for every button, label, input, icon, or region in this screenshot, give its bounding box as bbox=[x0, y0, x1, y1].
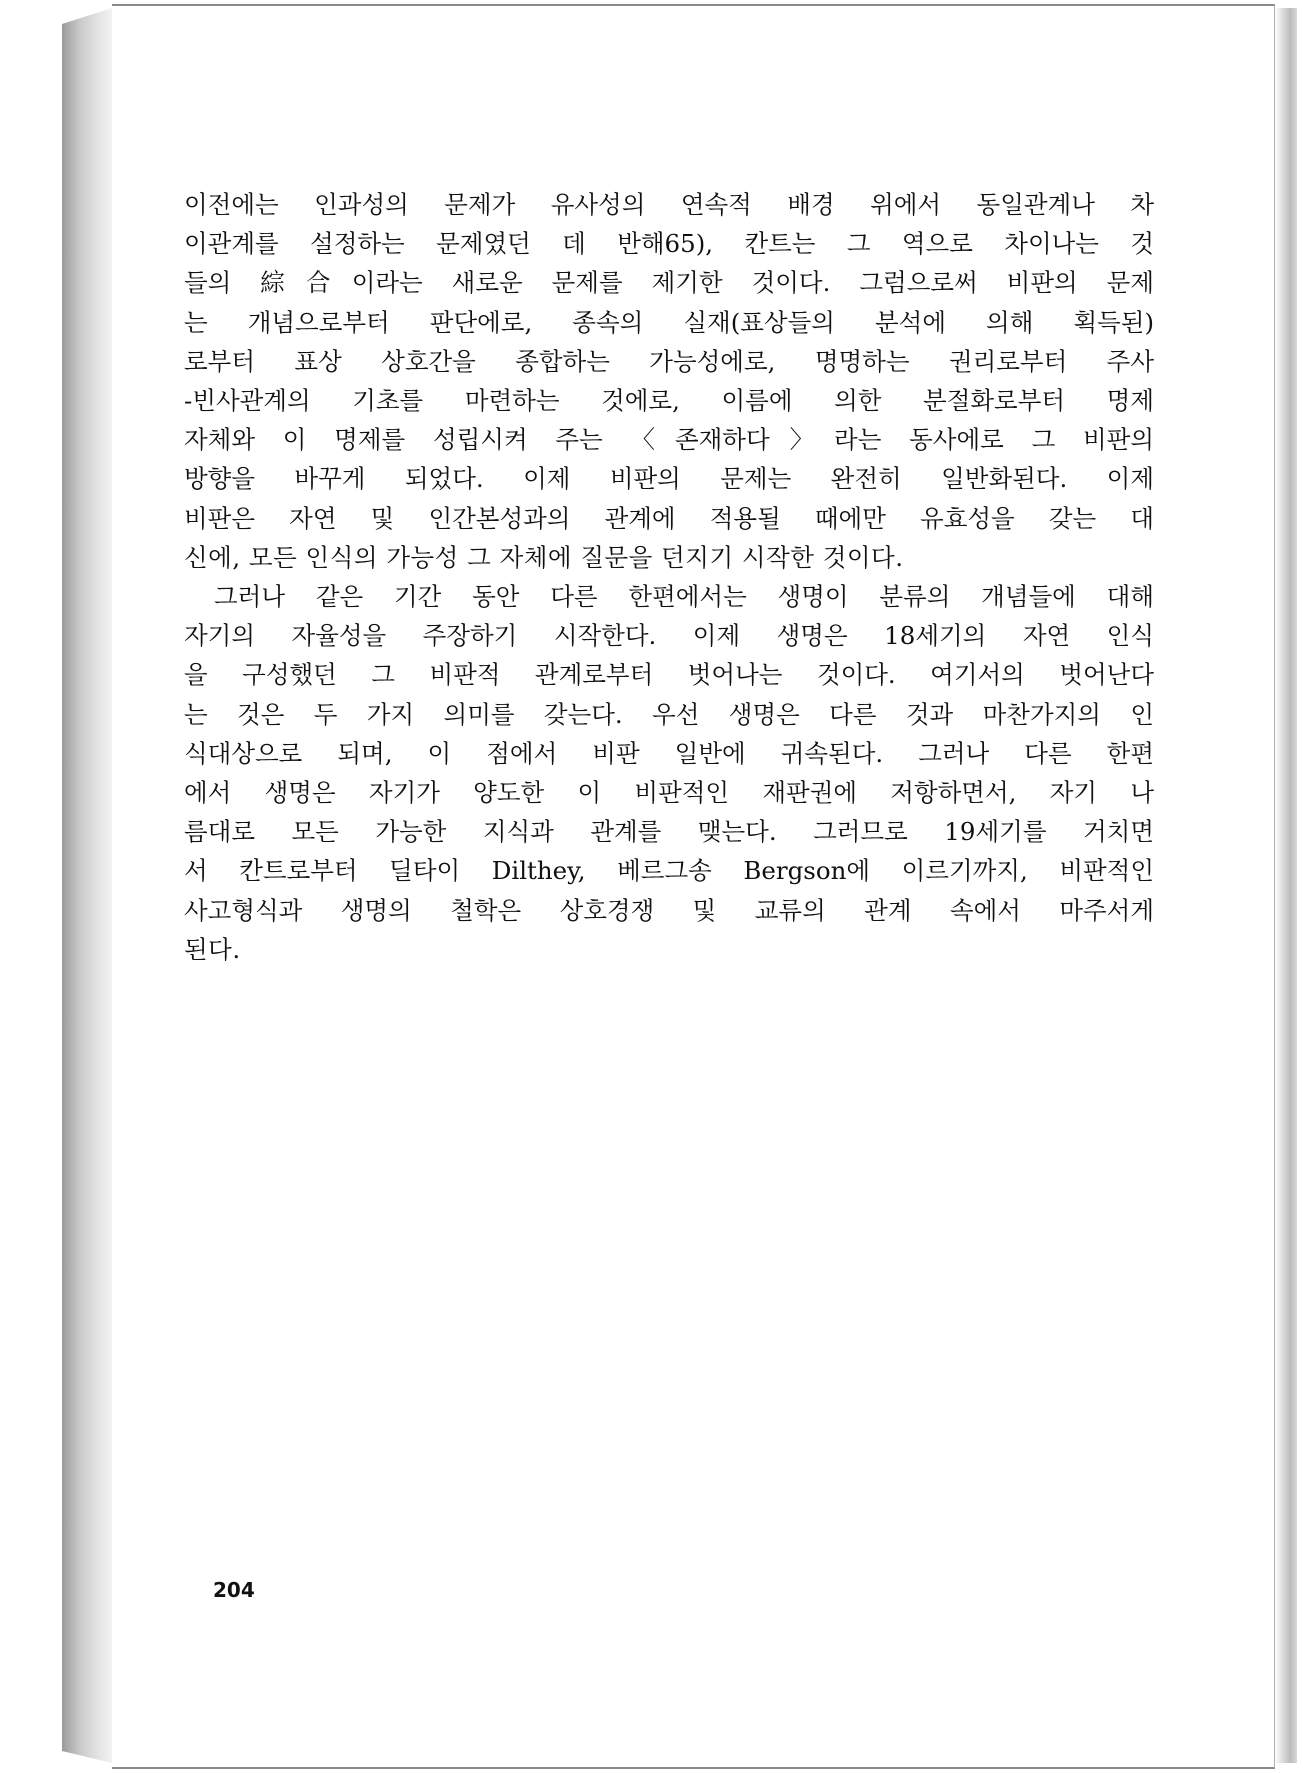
text-line: 는 것은 두 가지 의미를 갖는다. 우선 생명은 다른 것과 마찬가지의 인 bbox=[184, 699, 1154, 729]
paragraph-1 bbox=[184, 185, 1154, 577]
page-number: 204 bbox=[213, 1578, 255, 1602]
text-line: 사고형식과 생명의 철학은 상호경쟁 및 교류의 관계 속에서 마주서게 bbox=[184, 895, 1154, 925]
text-line: 방향을 바꾸게 되었다. 이제 비판의 문제는 완전히 일반화된다. 이제 bbox=[184, 464, 1154, 494]
text-line: 에서 생명은 자기가 양도한 이 비판적인 재판권에 저항하면서, 자기 나 bbox=[184, 778, 1154, 808]
text-line: 는 개념으로부터 판단에로, 종속의 실재(표상들의 분석에 의해 획득된) bbox=[184, 307, 1154, 337]
text-line: 자기의 자율성을 주장하기 시작한다. 이제 생명은 18세기의 자연 인식 bbox=[184, 621, 1154, 651]
page-right-shadow bbox=[1275, 8, 1297, 1763]
text-line: 을 구성했던 그 비판적 관계로부터 벗어나는 것이다. 여기서의 벗어난다 bbox=[184, 660, 1154, 690]
text-line: 들의 綜合이라는 새로운 문제를 제기한 것이다. 그럼으로써 비판의 문제 bbox=[184, 268, 1154, 298]
text-line: -빈사관계의 기초를 마련하는 것에로, 이름에 의한 분절화로부터 명제 bbox=[184, 386, 1154, 416]
text-line: 이관계를 설정하는 문제였던 데 반해65), 칸트는 그 역으로 차이나는 것 bbox=[184, 229, 1154, 259]
text-line: 식대상으로 되며, 이 점에서 비판 일반에 귀속된다. 그러나 다른 한편 bbox=[184, 738, 1154, 768]
body-text bbox=[184, 185, 1154, 969]
text-line: 자체와 이 명제를 성립시켜 주는 〈존재하다〉라는 동사에로 그 비판의 bbox=[184, 425, 1154, 455]
text-line: 비판은 자연 및 인간본성과의 관계에 적용될 때에만 유효성을 갖는 대 bbox=[184, 503, 1154, 533]
paragraph-2 bbox=[184, 577, 1154, 969]
text-line: 그러나 같은 기간 동안 다른 한편에서는 생명이 분류의 개념들에 대해 bbox=[214, 582, 1154, 612]
text-line: 름대로 모든 가능한 지식과 관계를 맺는다. 그러므로 19세기를 거치면 bbox=[184, 817, 1154, 847]
text-line: 서 칸트로부터 딜타이 Dilthey, 베르그송 Bergson에 이르기까지, 비판적인 bbox=[184, 856, 1154, 886]
page-spine-edge bbox=[62, 8, 112, 1763]
text-line: 로부터 표상 상호간을 종합하는 가능성에로, 명명하는 권리로부터 주사 bbox=[184, 346, 1154, 376]
text-line: 된다. bbox=[184, 934, 241, 964]
text-line: 신에, 모든 인식의 가능성 그 자체에 질문을 던지기 시작한 것이다. bbox=[184, 542, 904, 572]
text-line: 이전에는 인과성의 문제가 유사성의 연속적 배경 위에서 동일관계나 차 bbox=[184, 190, 1154, 219]
